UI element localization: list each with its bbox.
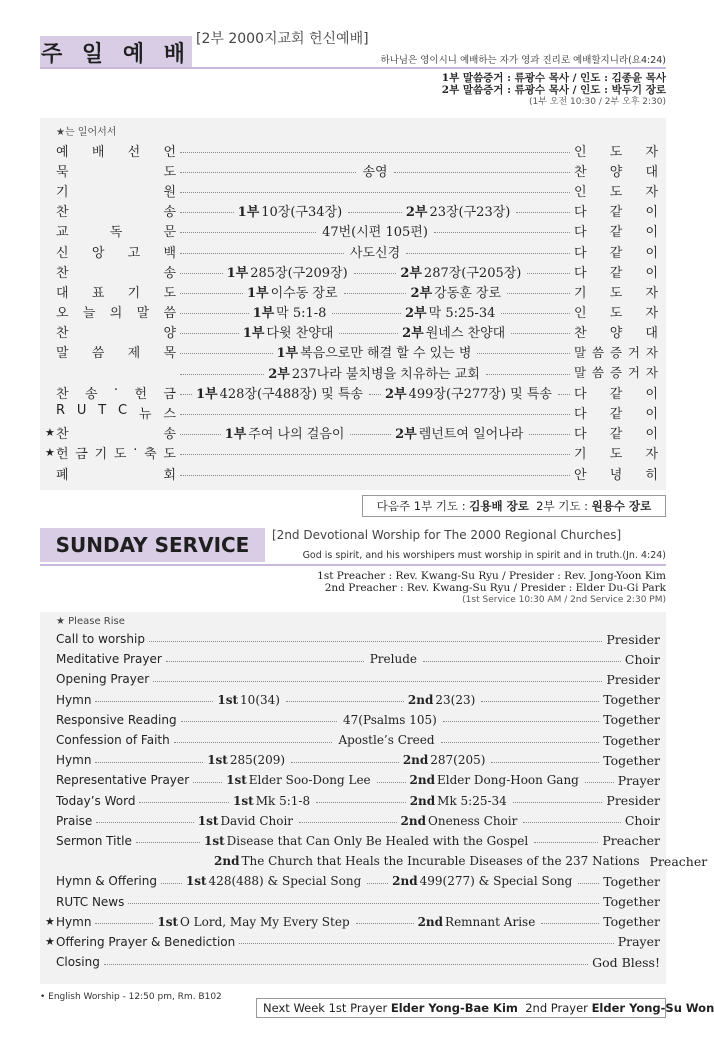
korean-row-role: 인 도 자 <box>574 144 658 160</box>
korean-part-2-label: 2부 <box>405 205 428 221</box>
korean-part-2-label: 2부 <box>405 306 427 322</box>
english-row-role: Presider <box>606 631 660 647</box>
korean-order-row <box>56 241 658 261</box>
english-part-2-label: 2nd <box>409 773 435 788</box>
korean-leader-dots <box>180 475 570 476</box>
korean-next-label: 다음주 1부 기도 : <box>376 499 466 513</box>
english-leader-dots <box>585 782 614 783</box>
english-row-role: Together <box>603 752 660 768</box>
english-row-label: Offering Prayer & Benediction <box>56 934 236 949</box>
english-order-row <box>56 730 660 750</box>
english-leader-dots <box>491 762 599 763</box>
korean-part-1-label: 1부 <box>242 326 265 342</box>
english-leader-dots <box>316 802 406 803</box>
korean-leader-dots <box>507 293 570 294</box>
korean-leader-dots <box>511 333 570 334</box>
korean-leader-dots <box>180 394 192 395</box>
english-row-role: Prayer <box>617 772 661 788</box>
english-leader-dots <box>377 782 406 783</box>
english-leader-dots <box>481 701 599 702</box>
korean-part-1-text: 이수동 장로 <box>270 285 338 301</box>
english-row-label: Meditative Prayer <box>56 652 162 667</box>
english-preacher-1: 1st Preacher : Rev. Kwang-Su Ryu / Presider : Rev. Jong-Yoon Kim <box>317 570 666 582</box>
english-order-row <box>56 669 660 689</box>
korean-part-2-label: 2부 <box>402 326 424 342</box>
english-leader-dots <box>161 883 182 884</box>
korean-part-1-text: 428장(구488장) 및 특송 <box>219 386 363 402</box>
korean-order-row <box>45 423 659 443</box>
korean-row-label: 찬 송 · 헌 금 <box>56 382 176 402</box>
korean-row-role: 다 같 이 <box>574 407 658 423</box>
english-part-1-text: O Lord, May My Every Step <box>180 914 350 929</box>
korean-leader-dots <box>516 212 570 213</box>
english-leader-dots <box>286 701 404 702</box>
english-part-2-text: 23(23) <box>435 692 476 707</box>
korean-leader-dots <box>180 414 570 415</box>
english-leader-dots <box>166 661 364 662</box>
english-part-2-text: Oneness Choir <box>428 813 518 828</box>
english-part-1-label: 1st <box>203 833 225 848</box>
english-next-prayer-2: Elder Yong-Su Won <box>591 1001 714 1015</box>
korean-row-role: 기 도 자 <box>574 447 658 463</box>
korean-leader-dots <box>180 253 344 254</box>
korean-row-label: R U T C 뉴 스 <box>56 403 176 423</box>
korean-part-2-text: 287장(구205장) <box>423 265 522 281</box>
korean-divider <box>40 67 666 69</box>
english-row-role: Together <box>603 692 661 708</box>
english-row-label: Responsive Reading <box>56 712 177 727</box>
korean-row-role: 다 같 이 <box>574 386 658 402</box>
english-leader-dots <box>96 822 194 823</box>
english-leader-dots <box>291 762 399 763</box>
english-part-2-text: Remnant Arise <box>445 914 536 929</box>
korean-next-prayer-1: 김용배 장로 <box>469 499 529 513</box>
korean-order-row <box>56 160 658 180</box>
korean-leader-dots <box>180 212 234 213</box>
english-row-label: Opening Prayer <box>56 672 150 687</box>
korean-row-role: 안 녕 히 <box>574 467 658 483</box>
english-row-role: Prayer <box>617 934 660 950</box>
english-leader-dots <box>128 903 599 904</box>
korean-row-label: 예 배 선 언 <box>56 144 176 160</box>
korean-next-mid: 2부 기도 : <box>536 499 588 513</box>
korean-row-role: 찬 양 대 <box>574 164 658 180</box>
english-worship-note: • English Worship - 12:50 pm, Rm. B102 <box>40 992 222 1002</box>
korean-part-1-text: 다윗 찬양대 <box>266 326 334 342</box>
english-leader-dots <box>441 742 600 743</box>
english-order-row <box>56 649 660 669</box>
english-row-label: Representative Prayer <box>56 773 190 788</box>
english-row-label: Closing <box>56 955 100 970</box>
english-row-role: Preacher <box>649 853 708 869</box>
korean-order-row <box>56 362 658 382</box>
english-part-1-text: David Choir <box>220 813 294 828</box>
korean-row-label: 말 씀 제 목 <box>56 346 176 362</box>
korean-row-label: 찬 송 <box>56 265 176 281</box>
korean-leader-dots <box>180 454 570 455</box>
korean-leader-dots <box>434 232 570 233</box>
english-leader-dots <box>139 802 229 803</box>
english-preachers <box>317 570 666 606</box>
english-leader-dots <box>523 822 621 823</box>
english-rise-note: ★ Please Rise <box>56 616 125 627</box>
korean-part-1-label: 1부 <box>224 427 247 443</box>
korean-row-label: 헌 금 기 도 · 축 도 <box>56 443 176 463</box>
english-leader-dots <box>423 661 621 662</box>
korean-order-row <box>56 221 658 241</box>
english-leader-dots <box>299 822 397 823</box>
korean-subtitle: [2부 2000지교회 헌신예배] <box>196 31 369 47</box>
english-row-label: Call to worship <box>56 632 145 647</box>
korean-row-text: 47번(시편 105편) <box>322 225 428 241</box>
english-part-2-text: 499(277) & Special Song <box>419 874 573 889</box>
korean-leader-dots <box>486 374 570 375</box>
korean-leader-dots <box>180 313 249 314</box>
korean-order-row <box>56 342 658 362</box>
korean-row-label: 신 앙 고 백 <box>56 245 176 261</box>
korean-row-label: 대 표 기 도 <box>56 285 176 301</box>
english-leader-dots <box>104 964 588 965</box>
english-part-1-label: 1st <box>185 874 207 889</box>
english-row-label: RUTC News <box>56 894 125 909</box>
english-part-1-text: 428(488) & Special Song <box>208 874 362 889</box>
english-next-mid: 2nd Prayer <box>525 1001 588 1015</box>
korean-leader-dots <box>180 232 316 233</box>
korean-verse: 하나님은 영이시니 예배하는 자가 영과 진리로 예배할지니라(요4:24) <box>380 55 666 66</box>
korean-leader-dots <box>394 172 570 173</box>
english-order-row <box>56 871 660 891</box>
korean-order-row <box>56 140 658 160</box>
english-part-2-label: 2nd <box>402 753 429 768</box>
english-order-row <box>56 710 660 730</box>
english-part-1-text: Mk 5:1-8 <box>255 793 311 808</box>
korean-part-2-label: 2부 <box>385 386 407 402</box>
korean-leader-dots <box>180 172 356 173</box>
korean-part-1-label: 1부 <box>246 285 269 301</box>
english-leader-dots <box>136 842 200 843</box>
english-row-label: Praise <box>56 813 93 828</box>
korean-preacher-1: 1부 말씀증거 : 류광수 목사 / 인도 : 김종윤 목사 <box>441 72 666 84</box>
english-leader-dots <box>367 883 388 884</box>
english-row-label: Hymn <box>56 753 92 768</box>
korean-part-1-label: 1부 <box>237 205 260 221</box>
english-leader-dots <box>443 721 599 722</box>
korean-row-label: 폐 회 <box>56 467 176 483</box>
english-part-1-text: 10(34) <box>240 692 280 707</box>
korean-part-1-label: 1부 <box>196 386 218 402</box>
english-row-role: Together <box>603 914 660 930</box>
korean-leader-dots <box>558 394 570 395</box>
english-next-label: Next Week 1st Prayer <box>263 1001 388 1015</box>
english-service-banner: SUNDAY SERVICE <box>40 528 265 562</box>
korean-row-label: 찬 송 <box>56 427 176 443</box>
korean-row-label: 오 늘 의 말 씀 <box>56 306 176 322</box>
english-leader-dots <box>513 802 603 803</box>
korean-part-2-text: 499장(구277장) 및 특송 <box>408 386 552 402</box>
english-order-row <box>56 811 660 831</box>
korean-order-row <box>56 402 658 422</box>
korean-order-row <box>56 261 658 281</box>
english-divider <box>40 564 666 566</box>
korean-part-1-label: 1부 <box>252 306 275 322</box>
korean-order-row <box>56 201 658 221</box>
english-leader-dots <box>356 923 414 924</box>
english-preacher-2: 2nd Preacher : Rev. Kwang-Su Ryu / Presider : Elder Du-Gi Park <box>324 582 666 594</box>
english-part-2-label: 2nd <box>407 692 434 707</box>
korean-next-week <box>362 495 666 517</box>
korean-service-time: (1부 오전 10:30 / 2부 오후 2:30) <box>529 97 666 107</box>
korean-part-2-text: 원네스 찬양대 <box>425 326 506 342</box>
korean-leader-dots <box>332 313 401 314</box>
english-subtitle: [2nd Devotional Worship for The 2000 Regional Churches] <box>272 528 622 542</box>
english-row-role: Presider <box>606 793 660 809</box>
english-row-role: Together <box>603 732 660 748</box>
english-row-role: Choir <box>624 651 660 667</box>
korean-leader-dots <box>369 394 381 395</box>
english-row-label: Hymn & Offering <box>56 874 157 889</box>
english-part-2-label: 2nd <box>417 914 444 929</box>
korean-leader-dots <box>339 333 398 334</box>
english-part-2-text: 287(205) <box>430 753 486 768</box>
english-row-role: Together <box>603 712 661 728</box>
english-order-row <box>56 629 660 649</box>
english-leader-dots <box>193 782 222 783</box>
english-row-label: Hymn <box>56 692 92 707</box>
english-order-row <box>56 891 660 911</box>
english-leader-dots <box>95 923 153 924</box>
english-part-1-label: 1st <box>226 773 247 788</box>
korean-part-2-text: 막 5:25-34 <box>428 306 496 322</box>
korean-row-role: 다 같 이 <box>574 427 659 443</box>
english-row-role: God Bless! <box>592 954 660 970</box>
korean-order-row <box>56 281 658 301</box>
korean-rise-star-icon: ★ <box>45 446 55 460</box>
korean-row-role: 다 같 이 <box>574 245 659 261</box>
english-leader-dots <box>578 883 599 884</box>
korean-leader-dots <box>180 353 273 354</box>
korean-rise-star-icon: ★ <box>45 426 55 440</box>
korean-order-row <box>56 463 658 483</box>
english-row-text: Apostle’s Creed <box>338 733 435 748</box>
korean-leader-dots <box>180 192 570 193</box>
korean-part-2-label: 2부 <box>410 285 433 301</box>
korean-rise-note: ★는 일어서서 <box>56 127 117 138</box>
english-row-label: Today’s Word <box>56 793 136 808</box>
english-row-role: Preacher <box>602 833 660 849</box>
english-order <box>45 616 708 972</box>
english-next-prayer-1: Elder Yong-Bae Kim <box>390 1001 518 1015</box>
korean-part-1-text: 285장(구209장) <box>250 265 348 281</box>
english-order-row <box>56 831 660 851</box>
korean-order <box>45 123 659 483</box>
korean-part-1-text: 237나라 불치병을 치유하는 교회 <box>291 366 480 382</box>
korean-leader-dots <box>180 152 570 153</box>
korean-row-label: 찬 송 <box>56 205 176 221</box>
english-part-2-text: Elder Dong-Hoon Gang <box>437 773 579 788</box>
korean-part-1-label: 2부 <box>268 366 290 382</box>
korean-leader-dots <box>180 434 221 435</box>
korean-leader-dots <box>180 333 239 334</box>
english-leader-dots <box>95 762 203 763</box>
english-row-role: Choir <box>624 813 660 829</box>
korean-leader-dots <box>180 374 264 375</box>
english-part-1-label: 1st <box>197 813 219 828</box>
english-part-1-label: 1st <box>233 793 254 808</box>
english-next-week <box>256 998 714 1018</box>
english-row-label: Hymn <box>56 914 92 929</box>
english-service-time: (1st Service 10:30 AM / 2nd Service 2:30 PM) <box>462 595 666 605</box>
korean-leader-dots <box>477 353 570 354</box>
english-leader-dots <box>95 701 213 702</box>
english-part-1-label: 1st <box>207 753 228 768</box>
korean-order-row <box>56 302 658 322</box>
english-part-1-text: Elder Soo-Dong Lee <box>248 773 371 788</box>
english-row-text: Prelude <box>369 652 417 667</box>
korean-leader-dots <box>344 293 407 294</box>
english-part-1-text: Disease that Can Only Be Healed with the Gospel <box>226 833 529 848</box>
korean-part-2-text: 강동훈 장로 <box>434 285 502 301</box>
english-part-2-text: Mk 5:25-34 <box>437 793 507 808</box>
korean-order-row <box>56 180 658 200</box>
korean-part-1-label: 1부 <box>226 265 249 281</box>
english-row-text: 47(Psalms 105) <box>343 712 437 727</box>
english-part-1-label: 1st <box>217 692 239 707</box>
korean-order-row <box>56 382 658 402</box>
english-part-1-text: The Church that Heals the Incurable Diseases of the 237 Nations <box>241 854 640 869</box>
korean-preacher-2: 2부 말씀증거 : 류광수 목사 / 인도 : 박두기 장로 <box>441 84 666 96</box>
korean-leader-dots <box>348 212 402 213</box>
english-order-row <box>56 952 660 972</box>
english-leader-dots <box>534 842 598 843</box>
english-verse: God is spirit, and his worshipers must worship in spirit and in truth.(Jn. 4:24) <box>302 550 666 561</box>
korean-leader-dots <box>350 434 391 435</box>
english-order-row <box>56 851 708 871</box>
korean-preachers <box>442 72 666 108</box>
korean-service-banner: 주 일 예 배 <box>40 36 192 69</box>
korean-row-role: 인 도 자 <box>574 184 658 200</box>
korean-part-2-label: 2부 <box>400 265 422 281</box>
english-leader-dots <box>541 923 599 924</box>
korean-row-role: 다 같 이 <box>574 225 658 241</box>
english-leader-dots <box>153 681 602 682</box>
english-part-1-text: 285(209) <box>229 753 286 768</box>
english-order-row <box>56 770 660 790</box>
korean-leader-dots <box>527 273 570 274</box>
korean-part-2-text: 23장(구23장) <box>429 205 511 221</box>
korean-part-1-text: 복음으로만 해결 할 수 있는 병 <box>300 346 472 362</box>
korean-row-role: 말 씀 증 거 자 <box>574 344 658 360</box>
english-row-label: Confession of Faith <box>56 733 170 748</box>
korean-row-role: 기 도 자 <box>574 285 658 301</box>
korean-row-label: 교 독 문 <box>56 225 176 241</box>
korean-part-1-text: 주여 나의 걸음이 <box>248 427 345 443</box>
korean-row-label: 기 원 <box>56 184 176 200</box>
korean-row-label: 묵 도 <box>56 164 176 180</box>
english-leader-dots <box>239 943 613 944</box>
english-part-2-label: 2nd <box>400 813 427 828</box>
english-part-1-label: 2nd <box>214 854 240 869</box>
korean-row-role: 다 같 이 <box>574 265 658 281</box>
korean-leader-dots <box>529 434 570 435</box>
english-leader-dots <box>174 742 333 743</box>
english-part-2-label: 2nd <box>392 874 418 889</box>
english-row-role: Together <box>603 873 660 889</box>
korean-next-prayer-2: 원용수 장로 <box>591 499 652 513</box>
korean-leader-dots <box>180 293 243 294</box>
korean-leader-dots <box>180 273 223 274</box>
english-order-row <box>56 791 660 811</box>
english-rise-star-icon: ★ <box>45 935 55 949</box>
korean-row-label: 찬 양 <box>56 326 176 342</box>
english-order-row <box>45 912 660 932</box>
english-leader-dots <box>149 641 602 642</box>
english-order-row <box>56 750 660 770</box>
korean-row-role: 다 같 이 <box>574 205 658 221</box>
korean-row-role: 찬 양 대 <box>573 326 658 342</box>
korean-row-text: 송영 <box>362 164 388 180</box>
english-rise-star-icon: ★ <box>45 915 55 929</box>
english-order-row <box>56 690 660 710</box>
korean-part-2-text: 렘넌트여 일어나라 <box>418 427 524 443</box>
korean-leader-dots <box>354 273 397 274</box>
korean-leader-dots <box>406 253 570 254</box>
korean-row-text: 사도신경 <box>349 245 401 261</box>
korean-leader-dots <box>501 313 570 314</box>
english-part-2-label: 2nd <box>409 793 436 808</box>
korean-part-1-label: 1부 <box>276 346 299 362</box>
korean-part-1-text: 10장(구34장) <box>261 205 343 221</box>
english-order-row <box>45 932 660 952</box>
english-row-label: Sermon Title <box>56 833 132 848</box>
korean-row-role: 인 도 자 <box>574 306 659 322</box>
korean-order-row <box>56 322 658 342</box>
english-part-1-label: 1st <box>157 914 179 929</box>
korean-row-role: 말 씀 증 거 자 <box>574 365 658 381</box>
english-row-role: Together <box>603 894 660 910</box>
korean-part-1-text: 막 5:1-8 <box>276 306 327 322</box>
korean-part-2-label: 2부 <box>395 427 417 443</box>
english-row-role: Presider <box>606 671 660 687</box>
korean-order-row <box>45 443 658 463</box>
english-leader-dots <box>181 721 337 722</box>
